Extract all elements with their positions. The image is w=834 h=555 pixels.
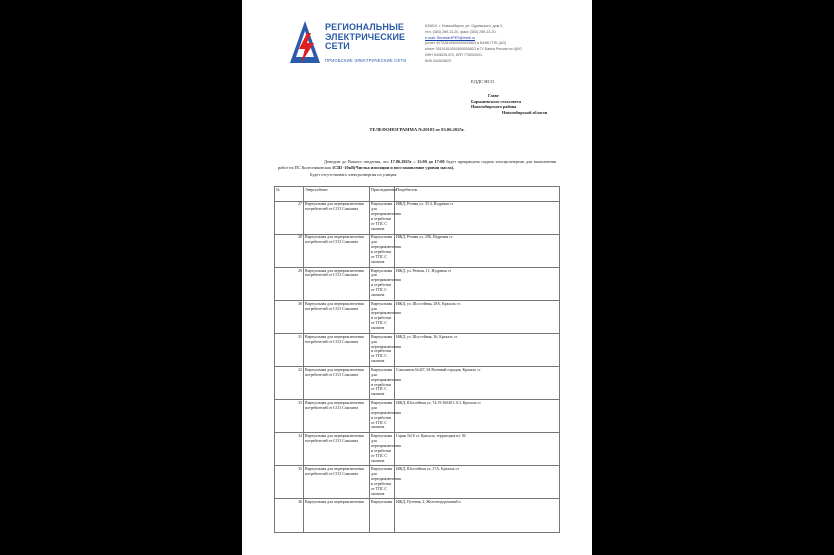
cell-connection: Виртуальная для переприключения и отработки от ТПС С окохина — [370, 267, 395, 300]
table-row — [275, 300, 560, 333]
contact-corr-account: к/счет 30101810000000000823 в ГУ Банка России по ЦФО — [425, 47, 522, 52]
brand-line-1: РЕГИОНАЛЬНЫЕ — [325, 22, 404, 32]
cell-consumer: ИЖД, Речная ул, 33 4, Издревая ст — [395, 201, 560, 234]
cell-consumer: ИЖД, Путевая, 2, Железнодорожный п — [395, 499, 560, 532]
addressee-line-4: Новосибирской области — [502, 109, 548, 115]
cell-num: 29 — [275, 267, 304, 300]
cell-connection: Виртуальная для переприключения и отработки от ТПС С окохина — [370, 433, 395, 466]
cell-object: Виртуальная для переприключения потребителей от ССО Сокохина — [304, 367, 370, 400]
notice-text — [278, 159, 556, 178]
header-consumer: Потребитель — [395, 187, 560, 202]
document-page — [242, 0, 592, 555]
notice-text-c: будет прекращена подача электроэнергии для выполнения работ на ПС Колесниковская — [278, 159, 556, 171]
notice-text-a: Доводим до Вашего сведения, что — [324, 159, 391, 164]
cell-connection: Виртуальная для переприключения и отработки от ТПС С окохина — [370, 201, 395, 234]
document-number: ТЕЛЕФОНОГРАММА №20103 от 03.06.2025г. — [369, 127, 465, 132]
brand-subtitle: ПРИОБСКИЕ ЭЛЕКТРИЧЕСКИЕ СЕТИ — [325, 58, 407, 63]
logo-mark-icon — [290, 19, 324, 67]
cell-object: Виртуальная для переприключения потребителей от ССО Сокохина — [304, 466, 370, 499]
cell-num: 28 — [275, 234, 304, 267]
cell-num: 27 — [275, 201, 304, 234]
table-row — [275, 201, 560, 234]
cell-object: Виртуальная для переприключения — [304, 499, 370, 532]
streets-intro: Будет отсутствовать электроэнергия по улицам: — [310, 171, 398, 177]
company-contacts — [425, 24, 585, 65]
cell-num: 32 — [275, 367, 304, 400]
brand-line-2: ЭЛЕКТРИЧЕСКИЕ — [325, 31, 406, 42]
contact-address: 630810, г. Новосибирск, ул. Одоевского, дом 2, — [425, 24, 504, 28]
table-row — [275, 367, 560, 400]
cell-object: Виртуальная для переприключения потребителей от ССО Сокохина — [304, 433, 370, 466]
cell-num: 35 — [275, 466, 304, 499]
cell-consumer: ИЖД, Речная ул, 29Б, Издревая ст — [395, 234, 560, 267]
cell-connection: Виртуальная для переприключения и отработки от ТПС С окохина — [370, 400, 395, 433]
routing-tag: ЕДДС НСО — [471, 79, 494, 84]
cell-object: Виртуальная для переприключения потребителей от ССО Сокохина — [304, 201, 370, 234]
contact-phone: тел. (383) 289-13-20, факс (383) 289-13-20, — [425, 29, 497, 34]
cell-num: 36 — [275, 499, 304, 532]
cell-object: Виртуальная для переприключения потребителей от ССО Сокохина — [304, 333, 370, 366]
addressee-line-2: Барышевского сельсовета — [471, 98, 521, 104]
cell-consumer: Соколинов,№347, 94 Военный городок, Крахаль ст — [395, 367, 560, 400]
addressee-line-3: Новосибирского района — [471, 104, 517, 110]
brand-line-3: СЕТИ — [325, 41, 350, 51]
cell-consumer: ИЖД, Шоссейная ул, 37А, Крахаль ст — [395, 466, 560, 499]
table-row — [275, 234, 560, 267]
table-row — [275, 400, 560, 433]
cell-connection: Виртуальная для переприключения и отработки от ТПС С окохина — [370, 333, 395, 366]
table-header-row — [275, 187, 560, 202]
outage-time: 11:00 до 17:00 — [417, 159, 445, 164]
notice-paragraph — [278, 159, 556, 172]
table-row — [275, 333, 560, 366]
notice-text-b: с — [411, 159, 418, 164]
cell-connection: Виртуальная для переприключения и отработки от ТПС С окохина — [370, 234, 395, 267]
header-object: Энергообъект — [304, 187, 370, 202]
cell-object: Виртуальная для переприключения потребителей от ССО Сокохина — [304, 234, 370, 267]
outage-equipment: 1СШ -10кВ(Чистка изоляции и восстановление уровня масла). — [331, 165, 455, 171]
company-logo — [290, 19, 405, 69]
cell-consumer: ИЖД, ул. Шоссейная, 28А, Крахаль ст. — [395, 300, 560, 333]
contact-email-link[interactable]: e-mail: Secretar4PES@eseti.ru — [425, 35, 475, 40]
cell-consumer: ИЖД, ул. Шоссейная, 36, Крахаль ст — [395, 333, 560, 366]
cell-connection: Виртуальная для переприключения и отработки от ТПС С окохина — [370, 367, 395, 400]
table-row — [275, 466, 560, 499]
addressee-line-1: Главе — [488, 93, 499, 98]
brand-name — [325, 23, 405, 52]
contact-account: р/счет 40702810500000003663 в БАНК ПТБ (АО) — [425, 41, 507, 46]
outage-date: 17.06.2025г — [390, 159, 412, 164]
table-row — [275, 433, 560, 466]
cell-object: Виртуальная для переприключения потребителей от ССО Сокохина — [304, 267, 370, 300]
cell-connection: Виртуальная для переприключения и отработки от ТПС С окохина — [370, 300, 395, 333]
addressee-block — [471, 93, 547, 115]
table-row — [275, 499, 560, 532]
header-connection: Присоединение — [370, 187, 395, 202]
cell-object: Виртуальная для переприключения потребителей от ССО Сокохина — [304, 400, 370, 433]
cell-connection: Виртуальная для переприключения и отработки от ТПС С окохина — [370, 466, 395, 499]
contact-inn: ИНН 5406291470, КПП 775000001, — [425, 52, 484, 57]
cell-num: 31 — [275, 333, 304, 366]
cell-num: 33 — [275, 400, 304, 433]
cell-num: 34 — [275, 433, 304, 466]
table-row — [275, 267, 560, 300]
header-num: № — [275, 187, 304, 202]
cell-num: 30 — [275, 300, 304, 333]
cell-consumer: ИЖД, ул. Речная, 11, Издревая ст — [395, 267, 560, 300]
outage-table — [274, 186, 560, 533]
cell-object: Виртуальная для переприключения потребителей от ССО Сокохина — [304, 300, 370, 333]
contact-bik: БИК 044525823 — [425, 58, 452, 63]
cell-consumer: ИЖД, Шоссейная ул, 74:19:160401:113, Крахаль ст — [395, 400, 560, 433]
cell-connection: Виртуальная — [370, 499, 395, 532]
cell-consumer: Гараж №10 ст. Крахаль, территория в/г 94 — [395, 433, 560, 466]
